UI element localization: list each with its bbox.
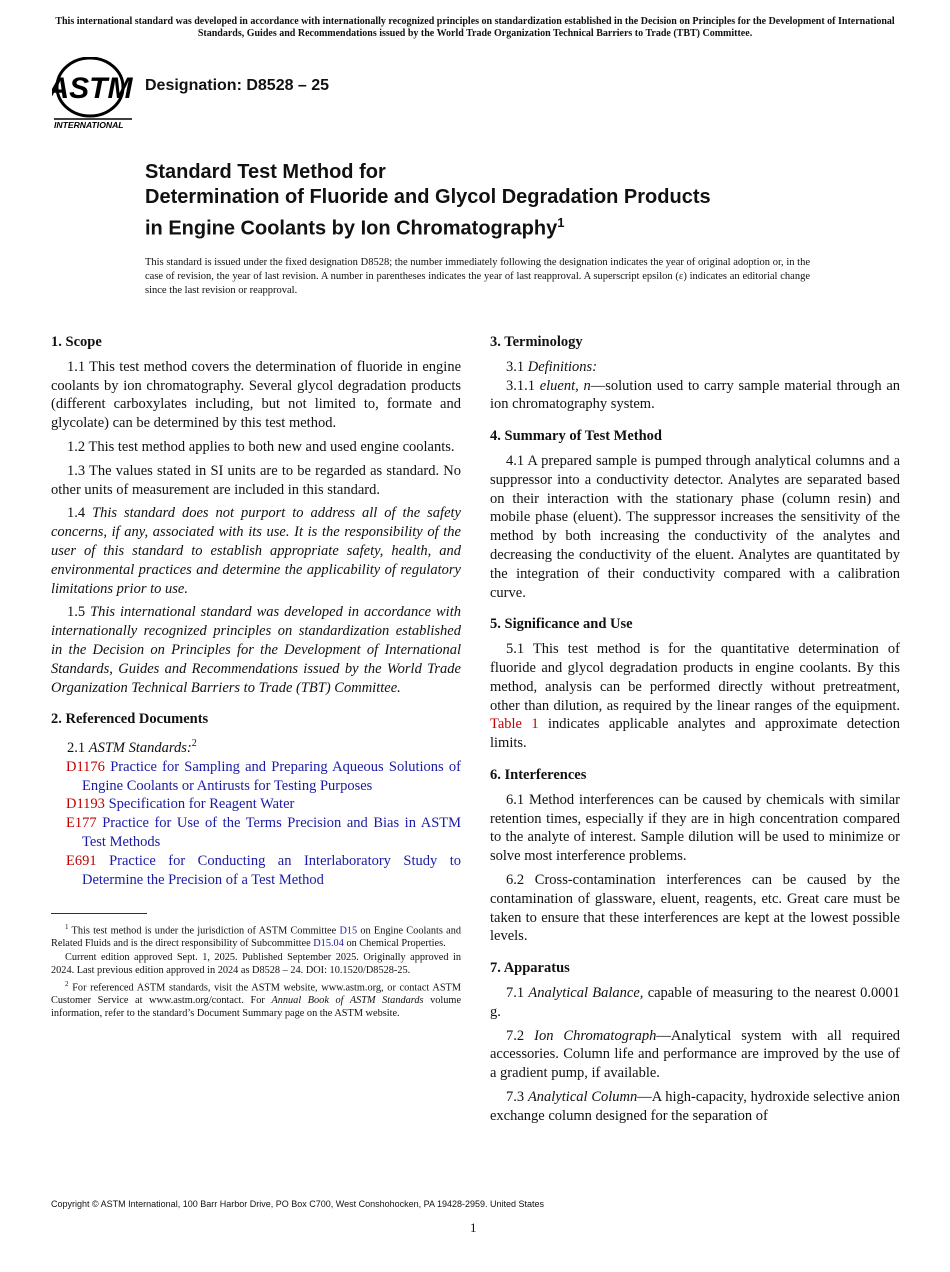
scope-1-3: 1.3 The values stated in SI units are to be regarded as standard. No other units of measurement are included in this standard. [51, 462, 461, 498]
link-d15[interactable]: D15 [339, 925, 358, 937]
copyright-footer: Copyright © ASTM International, 100 Barr Harbor Drive, PO Box C700, West Conshohocken, PA 19428-2959. United States [51, 1199, 545, 1209]
ref-item[interactable] [51, 795, 461, 814]
document-title [145, 160, 845, 242]
terminology-3-1-1: 3.1.1 eluent, n—solution used to carry sample material through an ion chromatography system. [490, 377, 900, 413]
interferences-heading: 6. Interferences [490, 766, 587, 783]
section-significance [490, 615, 900, 753]
apparatus-7-3: 7.3 Analytical Column—A high-capacity, hydroxide selective anion exchange column designed for the separation of [490, 1088, 900, 1124]
logo-subtext: INTERNATIONAL [54, 120, 124, 130]
issued-note: This standard is issued under the fixed designation D8528; the number immediately following the designation indicates the year of original adoption or, in the case of revision, the year of last revision. A number in parentheses indicates the year of last reapproval. A superscript epsilon (ε) indicates an editorial change since the last revision or reapproval. [145, 257, 810, 296]
scope-1-5: 1.5 This international standard was developed in accordance with internationally recognized principles on standardization established in the Decision on Principles for the Development of International Standards, Guides and Recommendations issued by the World Trade Organization Technical Barriers to Trade (TBT) Committee. [51, 604, 461, 696]
terminology-heading: 3. Terminology [490, 334, 583, 350]
section-apparatus [490, 959, 900, 1125]
ref-code[interactable]: E691 [66, 852, 97, 869]
apparatus-heading: 7. Apparatus [490, 960, 570, 977]
apparatus-7-1: 7.1 Analytical Balance, capable of measuring to the nearest 0.0001 g. [490, 984, 900, 1020]
terminology-3-1: 3.1 Definitions: [506, 358, 598, 375]
refdocs-2-1: 2.1 ASTM Standards:$^2$ [67, 738, 197, 756]
logo-letters: ASTM [52, 72, 133, 105]
section-summary [490, 427, 900, 602]
astm-logo-icon [52, 57, 136, 131]
tbt-banner: This international standard was developed in accordance with internationally recognized principles on standardization established in the Decision on Principles for the Development of International Standards, Guides and Recommendations issued by the World Trade Organization Technical Barriers to Trade (TBT) Committee. [55, 16, 895, 39]
title-line-1: Standard Test Method for [145, 161, 386, 183]
footnote-divider [51, 913, 147, 914]
ref-item[interactable] [51, 758, 461, 796]
title-line-2: Determination of Fluoride and Glycol Degradation Products [145, 186, 711, 208]
ref-code[interactable]: D1176 [66, 758, 105, 775]
scope-1-4: 1.4 This standard does not purport to address all of the safety concerns, if any, associated with its use. It is the responsibility of the user of this standard to establish appropriate safety, health, and environmental practices and determine the applicability of regulatory limitations prior to use. [51, 505, 461, 597]
ref-title[interactable]: Practice for Conducting an Interlaboratory Study to Determine the Precision of a Test Method [82, 852, 462, 888]
summary-heading: 4. Summary of Test Method [490, 428, 662, 445]
ref-title[interactable]: Practice for Use of the Terms Precision and Bias in ASTM Test Methods [82, 815, 462, 850]
significance-heading: 5. Significance and Use [490, 616, 633, 633]
ref-code[interactable]: E177 [66, 815, 97, 832]
section-referenced-documents [51, 710, 461, 889]
ref-item[interactable] [51, 852, 461, 890]
designation: Designation: D8528 – 25 [145, 77, 330, 94]
footnote-current-edition: Current edition approved Sept. 1, 2025. Published September 2025. Originally approved in 2024. Last previous edition approved in 2024 as D8528 – 24. DOI: 10.1520/D8528-25. [51, 951, 461, 976]
section-terminology [490, 333, 900, 414]
ref-title[interactable]: Practice for Sampling and Preparing Aqueous Solutions of Engine Coolants or Antirusts for Testing Purposes [82, 758, 461, 794]
interferences-6-2: 6.2 Cross-contamination interferences can be caused by the contamination of glassware, eluent, reagents, etc. Great care must be taken to ensure that these interferences are kept at the lowest possible levels. [490, 871, 900, 945]
scope-heading: 1. Scope [51, 334, 102, 350]
footnote-2: $^2$ For referenced ASTM standards, visit the ASTM website, www.astm.org, or contact ASTM Customer Service at www.astm.org/contact. For Annual Book of ASTM Standards volume information, refer to the standard’s Document Summary page on the ASTM website. [51, 980, 462, 1019]
section-interferences [490, 766, 900, 946]
title-line-3: in Engine Coolants by Ion Chromatography$^1$ [145, 215, 565, 240]
link-d15-04[interactable]: D15.04 [313, 938, 344, 950]
left-column [51, 333, 461, 1021]
significance-5-1: 5.1 This test method is for the quantitative determination of fluoride and glycol degradation products in engine coolants. By this method, analysis can be performed directly without pretreatment, other than dilution, as required by the linear ranges of the equipment. Table 1 indicates applicable analytes and approximate detection limits. [490, 641, 901, 752]
section-scope [51, 333, 461, 697]
ref-code[interactable]: D1193 [66, 796, 105, 813]
ref-item[interactable] [51, 814, 461, 852]
link-table-1[interactable]: Table 1 [490, 716, 539, 733]
ref-title[interactable]: Specification for Reagent Water [108, 796, 295, 813]
right-column [490, 333, 900, 1138]
summary-4-1: 4.1 A prepared sample is pumped through analytical columns and a suppressor into a conductivity detector. Analytes are separated based on their interaction with the stationary phase (column resin) and mobile phase (eluent). The suppressor increases the sensitivity of the method by both increasing the conductivity of the analytes and decreasing the conductivity of the eluent. Analytes are quantitated by the integration of their conductivity compared with a calibration curve. [490, 452, 900, 601]
page-number: 1 [470, 1220, 477, 1235]
apparatus-7-2: 7.2 Ion Chromatograph—Analytical system with all required accessories. Column life and performance are improved by the use of a gradient pump, if available. [490, 1027, 901, 1082]
title-footnote-mark[interactable]: 1 [557, 215, 565, 230]
refdocs-heading: 2. Referenced Documents [51, 711, 209, 728]
scope-1-2: 1.2 This test method applies to both new and used engine coolants. [67, 438, 455, 455]
scope-1-1: 1.1 This test method covers the determination of fluoride in engine coolants by ion chromatography. Several glycol degradation products (different carboxylates including, but not limited to, formate and glycolate) can be determined by this test method. [51, 358, 461, 432]
footnote-1: $^1$ This test method is under the jurisdiction of ASTM Committee D15 on Engine Coolants and Related Fluids and is the direct responsibility of Subcommittee D15.04 on Chemical Properties. [51, 923, 462, 950]
interferences-6-1: 6.1 Method interferences can be caused by chemicals with similar retention times, especially if they are in high concentration compared to the analyte of interest. Sample dilution will be used to minimize or solve most interference problems. [490, 791, 900, 865]
